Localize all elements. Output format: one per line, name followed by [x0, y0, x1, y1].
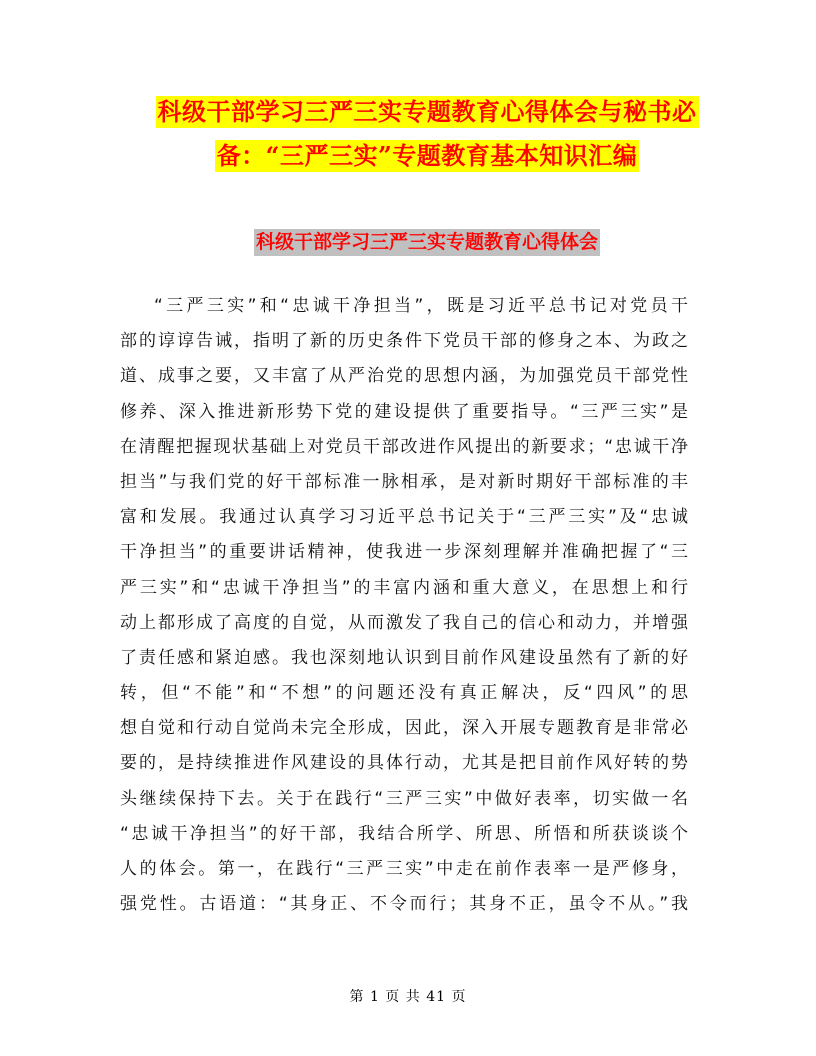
- title-line-2: 备：“三严三实”专题教育基本知识汇编: [216, 141, 638, 170]
- section-heading: [120, 229, 734, 256]
- paragraph-line: 要的，是持续推进作风建设的具体行动，尤其是把目前作风好转的势: [120, 753, 688, 774]
- body-text: [120, 289, 688, 922]
- paragraph-line: “三严三实”和“忠诚干净担当”，既是习近平总书记对党员干: [154, 296, 688, 316]
- paragraph-line: 想自觉和行动自觉尚未完全形成，因此，深入开展专题教育是非常必: [120, 718, 688, 739]
- page-footer: 第 1 页 共 41 页: [349, 989, 467, 1005]
- subtitle: 科级干部学习三严三实专题教育心得体会: [254, 229, 600, 256]
- paragraph-line: 道、成事之要，又丰富了从严治党的思想内涵，为加强党员干部党性: [120, 366, 688, 387]
- paragraph-line: 干净担当”的重要讲话精神，使我进一步深刻理解并准确把握了“三: [120, 542, 688, 563]
- title-line-1: 科级干部学习三严三实专题教育心得体会与秘书必: [157, 97, 697, 126]
- paragraph-line: 担当”与我们党的好干部标准一脉相承，是对新时期好干部标准的丰: [120, 471, 688, 492]
- paragraph-line: 富和发展。我通过认真学习习近平总书记关于“三严三实”及“忠诚: [120, 507, 688, 528]
- paragraph-line: 部的谆谆告诫，指明了新的历史条件下党员干部的修身之本、为政之: [120, 331, 688, 352]
- paragraph-line: 在清醒把握现状基础上对党员干部改进作风提出的新要求；“忠诚干净: [120, 436, 688, 457]
- paragraph-line: 头继续保持下去。关于在践行“三严三实”中做好表率，切实做一名: [120, 788, 688, 809]
- paragraph-line: 了责任感和紧迫感。我也深刻地认识到目前作风建设虽然有了新的好: [120, 647, 688, 668]
- paragraph-line: “忠诚干净担当”的好干部，我结合所学、所思、所悟和所获谈谈个: [120, 823, 688, 844]
- document-title: [120, 96, 734, 172]
- paragraph-line: 转，但“不能”和“不想”的问题还没有真正解决，反“四风”的思: [120, 683, 688, 704]
- paragraph-line: 严三实”和“忠诚干净担当”的丰富内涵和重大意义，在思想上和行: [120, 577, 688, 598]
- paragraph-line: 人的体会。第一，在践行“三严三实”中走在前作表率一是严修身，: [120, 859, 688, 879]
- paragraph-line: 动上都形成了高度的自觉，从而激发了我自己的信心和动力，并增强: [120, 612, 688, 633]
- paragraph-line: 强党性。古语道：“其身正、不令而行；其身不正，虽令不从。”我: [120, 894, 688, 915]
- paragraph-line: 修养、深入推进新形势下党的建设提供了重要指导。“三严三实”是: [120, 401, 688, 422]
